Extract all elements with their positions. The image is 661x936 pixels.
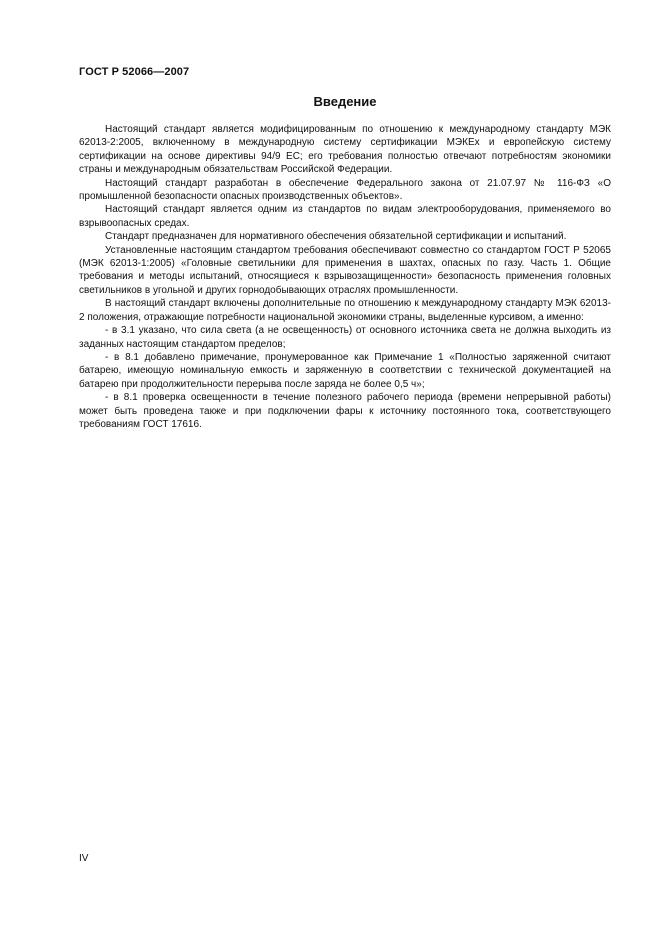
list-item-3-1: - в 3.1 указано, что сила света (а не освещенность) от основного источника света не должна выходить из заданных настоящим стандартом пределов; (79, 325, 611, 350)
page-number: IV (79, 853, 89, 864)
paragraph-modification: Настоящий стандарт является модифицированным по отношению к международному стандарту МЭК 62013-2:2005, включенному в международную систему сертификации МЭКEx и европейскую систему сертификации на основе директивы 94/9 ЕС; его требования полностью отвечают потребностям экономики страны и международным обязательствам Российской Федерации. (79, 124, 611, 176)
standard-code: ГОСТ Р 52066—2007 (79, 66, 190, 78)
section-title: Введение (313, 94, 377, 109)
introduction-body (79, 123, 611, 431)
paragraph-additional-provisions: В настоящий стандарт включены дополнительные по отношению к международному стандарту МЭК 62013-2 положения, отражающие потребности национальной экономики страны, выделенные курсивом, а именно: (79, 298, 611, 323)
paragraph-purpose: Стандарт предназначен для нормативного обеспечения обязательной сертификации и испытаний. (105, 231, 567, 243)
list-item-8-1-note: - в 8.1 добавлено примечание, пронумерованное как Примечание 1 «Полностью заряженной считают батарею, имеющую номинальную емкость и заряженную в соответствии с технической документацией на батарею при продолжительности перерыва после заряда не более 0,5 ч»; (79, 351, 611, 390)
paragraph-requirements: Установленные настоящим стандартом требования обеспечивают совместно со стандартом ГОСТ Р 52065 (МЭК 62013-1:2005) «Головные светильники для применения в шахтах, опасных по газу. Часть 1. Общие требования и методы испытаний, относящиеся к взрывозащищенности» безопасность применения головных светильников в угольной и других горнодобывающих отраслях промышленности. (79, 244, 611, 296)
list-item-8-1-check: - в 8.1 проверка освещенности в течение полезного рабочего периода (времени непрерывной работы) может быть проведена также и при подключении фары к источнику постоянного тока, соответствующего требованиям ГОСТ 17616. (79, 392, 611, 430)
paragraph-federal-law: Настоящий стандарт разработан в обеспечение Федерального закона от 21.07.97 № 116-ФЗ «О промышленной безопасности опасных производственных объектов». (79, 177, 611, 203)
paragraph-equipment-types: Настоящий стандарт является одним из стандартов по видам электрооборудования, применяемого во взрывоопасных средах. (79, 204, 611, 229)
